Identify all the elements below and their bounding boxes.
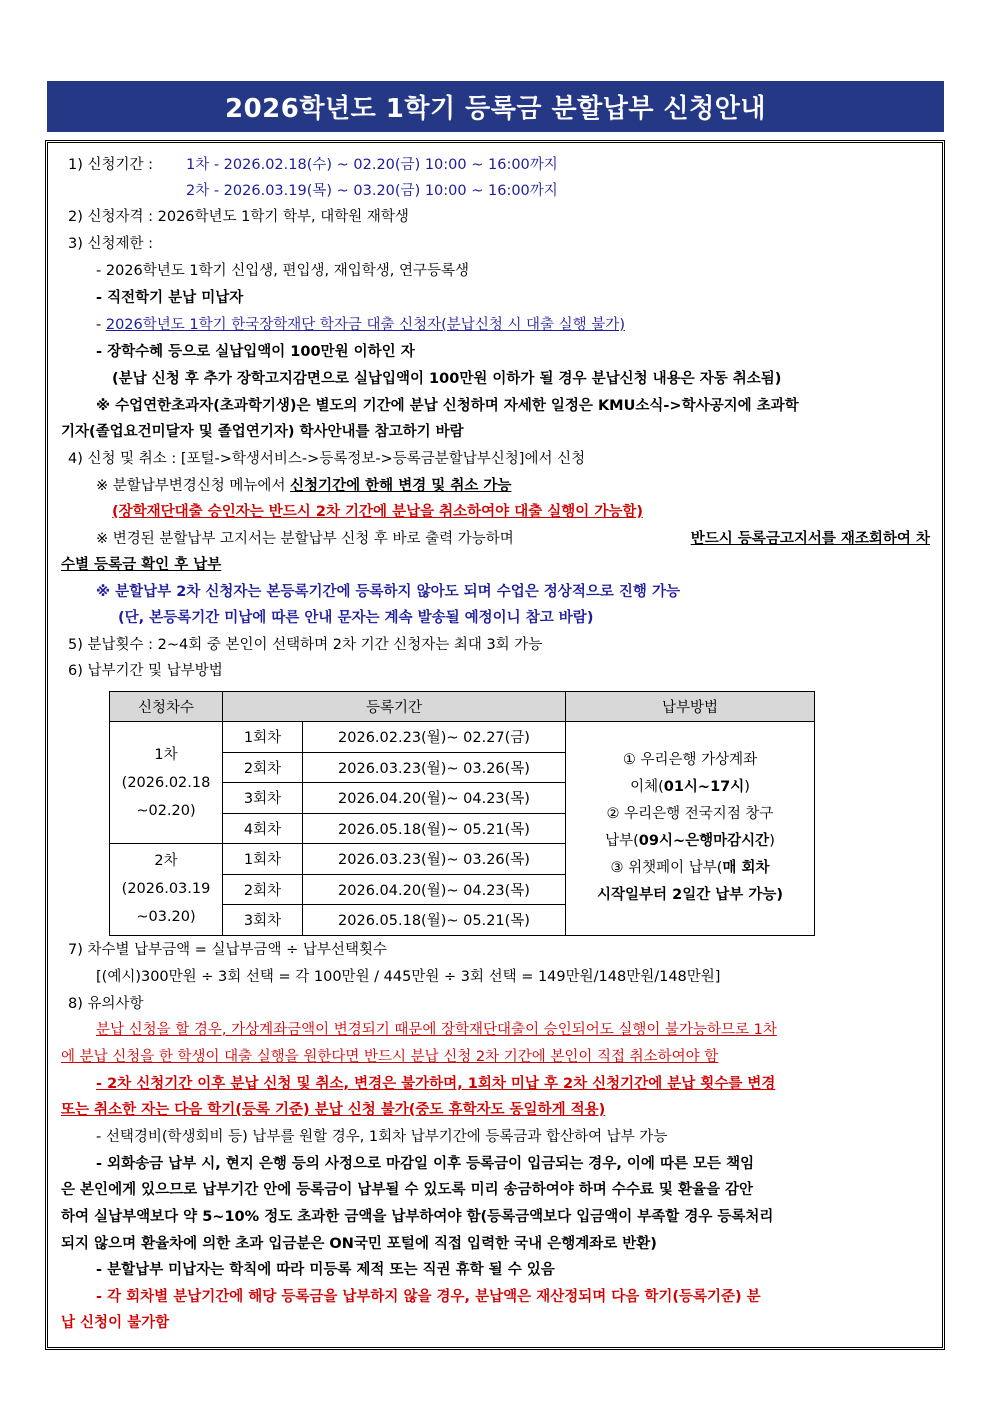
installment-number: 2회차 bbox=[223, 752, 303, 783]
overtime-note-line1: ※ 수업연한초과자(초과학기생)은 별도의 기간에 분납 신청하며 자세한 일정은 KMU소식->학사공지에 초과학 bbox=[96, 398, 799, 414]
installment-number: 3회차 bbox=[223, 783, 303, 814]
section-2-eligibility: 2) 신청자격 : 2026학년도 1학기 학부, 대학원 재학생 bbox=[68, 209, 409, 225]
page-title: 2026학년도 1학기 등록금 분할납부 신청안내 bbox=[47, 81, 944, 132]
installment-dates: 2026.03.23(월)~ 03.26(목) bbox=[303, 844, 566, 875]
change-note-1-bold: 신청기간에 한해 변경 및 취소 가능 bbox=[290, 478, 512, 494]
change-note-1 bbox=[96, 476, 511, 496]
change-note-2-line2: 수별 등록금 확인 후 납부 bbox=[61, 557, 222, 573]
installment-dates: 2026.02.23(월)~ 02.27(금) bbox=[303, 722, 566, 753]
caution-6-line2: 납 신청이 불가함 bbox=[61, 1315, 170, 1331]
section-8-label: 8) 유의사항 bbox=[68, 996, 144, 1012]
caution-1-line2: 에 분납 신청을 한 학생이 대출 실행을 원한다면 반드시 분납 신청 2차 기간에 본인이 직접 취소하여야 함 bbox=[61, 1049, 719, 1065]
change-note-1-red: (장학재단대출 승인자는 반드시 2차 기간에 분납을 취소하여야 대출 실행이 가능함) bbox=[112, 504, 644, 520]
caution-2-line1: - 2차 신청기간 이후 분납 신청 및 취소, 변경은 불가하며, 1회차 미납 후 2차 신청기간에 분납 횟수를 변경 bbox=[96, 1076, 776, 1092]
change-note-2-line1 bbox=[96, 529, 930, 549]
installment-dates: 2026.04.20(월)~ 04.23(목) bbox=[303, 783, 566, 814]
restriction-2: - 직전학기 분납 미납자 bbox=[96, 290, 244, 306]
section-1-label: 1) 신청기간 : bbox=[68, 157, 154, 173]
caution-4-line1: - 외화송금 납부 시, 현지 은행 등의 사정으로 마감일 이후 등록금이 입금되는 경우, 이에 따른 모든 책임 bbox=[96, 1156, 755, 1172]
section-5-count: 5) 분납횟수 : 2~4회 중 본인이 선택하며 2차 기간 신청자는 최대 3회 가능 bbox=[68, 637, 543, 653]
caution-4-line3: 하여 실납부액보다 약 5~10% 정도 초과한 금액을 납부하여야 함(등록금액보다 입금액이 부족할 경우 등록처리 bbox=[61, 1209, 774, 1225]
installment-dates: 2026.04.20(월)~ 04.23(목) bbox=[303, 874, 566, 905]
overtime-note-line2: 기자(졸업요건미달자 및 졸업연기자) 학사안내를 참고하기 바람 bbox=[61, 424, 464, 440]
installment-number: 1회차 bbox=[223, 722, 303, 753]
section-4-label: 4) 신청 및 취소 : [포털->학생서비스->등록정보->등록금분할납부신청]에서 신청 bbox=[68, 451, 586, 467]
restriction-3 bbox=[96, 315, 625, 335]
second-applicant-note-line1: ※ 분할납부 2차 신청자는 본등록기간에 등록하지 않아도 되며 수업은 정상적으로 진행 가능 bbox=[96, 584, 680, 600]
table-header-row bbox=[110, 692, 815, 722]
payment-method-cell: ① 우리은행 가상계좌 이체(01시~17시) ② 우리은행 전국지점 창구 납부(09시~은행마감시간) ③ 위챗페이 납부(매 회차 시작일부터 2일간 납부 가능) bbox=[566, 722, 815, 936]
header-period: 등록기간 bbox=[223, 692, 566, 722]
restriction-3-text: 2026학년도 1학기 한국장학재단 학자금 대출 신청자(분납신청 시 대출 실행 불가) bbox=[105, 317, 625, 333]
restriction-4-note: (분납 신청 후 추가 장학고지감면으로 실납입액이 100만원 이하가 될 경우 분납신청 내용은 자동 취소됨) bbox=[112, 371, 782, 387]
caution-1-line1: 분납 신청을 할 경우, 가상계좌금액이 변경되기 때문에 장학재단대출이 승인되어도 실행이 불가능하므로 1차 bbox=[96, 1022, 777, 1038]
installment-dates: 2026.05.18(월)~ 05.21(목) bbox=[303, 813, 566, 844]
restriction-4: - 장학수혜 등으로 실납입액이 100만원 이하인 자 bbox=[96, 344, 415, 360]
caution-4-line4: 되지 않으며 환율차에 의한 초과 입금분은 ON국민 포털에 직접 입력한 국내 은행계좌로 반환) bbox=[61, 1236, 657, 1252]
restriction-1: - 2026학년도 1학기 신입생, 편입생, 재입학생, 연구등록생 bbox=[96, 263, 469, 279]
header-method: 납부방법 bbox=[566, 692, 815, 722]
caution-4-line2: 은 본인에게 있으므로 납부기간 안에 등록금이 납부될 수 있도록 미리 송금하여야 하며 수수료 및 환율을 감안 bbox=[61, 1182, 754, 1198]
table-row bbox=[110, 722, 815, 753]
payment-schedule-table bbox=[109, 691, 815, 936]
header-round: 신청차수 bbox=[110, 692, 223, 722]
group-2-cell: 2차 (2026.03.19 ~03.20) bbox=[110, 844, 223, 936]
period-1: 1차 - 2026.02.18(수) ~ 02.20(금) 10:00 ~ 16:00까지 bbox=[186, 157, 558, 173]
caution-2-line2: 또는 취소한 자는 다음 학기(등록 기준) 분납 신청 불가(중도 휴학자도 동일하게 적용) bbox=[61, 1102, 606, 1118]
restriction-3-dash: - bbox=[96, 317, 106, 333]
section-7-label: 7) 차수별 납부금액 = 실납부금액 ÷ 납부선택횟수 bbox=[68, 942, 387, 958]
change-note-1-prefix: ※ 분할납부변경신청 메뉴에서 bbox=[96, 478, 291, 494]
installment-number: 1회차 bbox=[223, 844, 303, 875]
installment-number: 3회차 bbox=[223, 905, 303, 936]
caution-6-line1: - 각 회차별 분납기간에 해당 등록금을 납부하지 않을 경우, 분납액은 재산정되며 다음 학기(등록기준) 분 bbox=[96, 1289, 761, 1305]
second-applicant-note-line2: (단, 본등록기간 미납에 따른 안내 문자는 계속 발송될 예정이니 참고 바람) bbox=[118, 610, 594, 626]
change-note-2-bold: 반드시 등록금고지서를 재조회하여 차 bbox=[690, 531, 930, 547]
period-2: 2차 - 2026.03.19(목) ~ 03.20(금) 10:00 ~ 16:00까지 bbox=[186, 183, 558, 199]
group-1-cell: 1차 (2026.02.18 ~02.20) bbox=[110, 722, 223, 844]
section-3-label: 3) 신청제한 : bbox=[68, 236, 154, 252]
installment-number: 2회차 bbox=[223, 874, 303, 905]
section-7-example: [(예시)300만원 ÷ 3회 선택 = 각 100만원 / 445만원 ÷ 3회 선택 = 149만원/148만원/148만원] bbox=[96, 969, 721, 985]
installment-dates: 2026.03.23(월)~ 03.26(목) bbox=[303, 752, 566, 783]
change-note-2-normal: ※ 변경된 분할납부 고지서는 분할납부 신청 후 바로 출력 가능하며 bbox=[96, 531, 514, 547]
section-6-label: 6) 납부기간 및 납부방법 bbox=[68, 663, 223, 679]
caution-5: - 분할납부 미납자는 학칙에 따라 미등록 제적 또는 직권 휴학 될 수 있음 bbox=[96, 1262, 555, 1278]
caution-3: - 선택경비(학생회비 등) 납부를 원할 경우, 1회차 납부기간에 등록금과 합산하여 납부 가능 bbox=[96, 1129, 668, 1145]
installment-number: 4회차 bbox=[223, 813, 303, 844]
installment-dates: 2026.05.18(월)~ 05.21(목) bbox=[303, 905, 566, 936]
